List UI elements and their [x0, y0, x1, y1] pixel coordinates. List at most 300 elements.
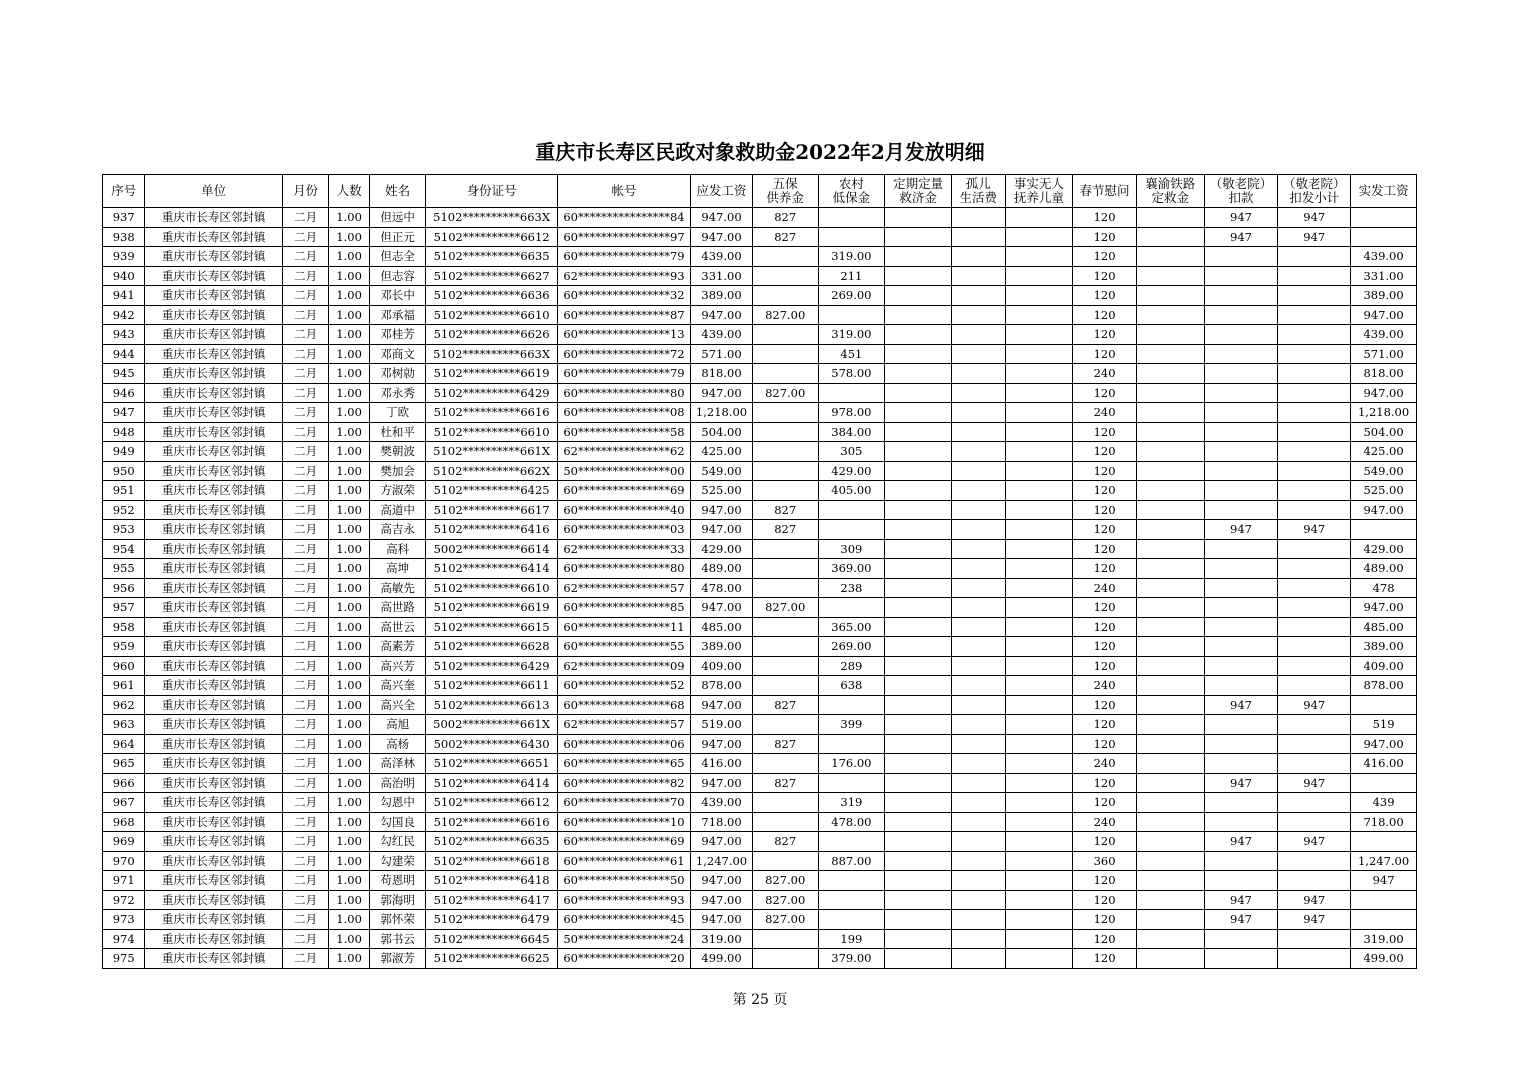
id-number-cell: 5102**********6610	[426, 422, 557, 442]
count-cell: 1.00	[329, 890, 369, 910]
column-header-line2: 生活费	[959, 190, 997, 205]
name-cell: 苟恩明	[369, 871, 426, 891]
unit-cell: 重庆市长寿区邻封镇	[145, 773, 282, 793]
dibao-cell: 238	[818, 578, 885, 598]
count-cell: 1.00	[329, 344, 369, 364]
serial-cell: 953	[103, 520, 145, 540]
wubao-cell: 827	[752, 520, 818, 540]
table-row	[103, 695, 1417, 715]
net-amount-cell: 1,218.00	[1351, 403, 1417, 423]
dibao-cell: 384.00	[818, 422, 885, 442]
unsupported-child-cell	[1005, 578, 1073, 598]
orphan-cell	[951, 637, 1005, 657]
orphan-cell	[951, 442, 1005, 462]
due-amount-cell: 439.00	[691, 793, 753, 813]
month-cell: 二月	[282, 734, 328, 754]
column-header	[426, 175, 557, 208]
month-cell: 二月	[282, 773, 328, 793]
month-cell: 二月	[282, 227, 328, 247]
spring-festival-cell: 120	[1073, 208, 1137, 228]
table-row	[103, 949, 1417, 969]
deduction-subtotal-cell	[1278, 247, 1351, 267]
account-cell: 60****************06	[557, 734, 690, 754]
unit-cell: 重庆市长寿区邻封镇	[145, 695, 282, 715]
unit-cell: 重庆市长寿区邻封镇	[145, 539, 282, 559]
orphan-cell	[951, 344, 1005, 364]
orphan-cell	[951, 286, 1005, 306]
orphan-cell	[951, 500, 1005, 520]
deduction-cell	[1204, 266, 1278, 286]
count-cell: 1.00	[329, 500, 369, 520]
unsupported-child-cell	[1005, 481, 1073, 501]
spring-festival-cell: 120	[1073, 539, 1137, 559]
id-number-cell: 5002**********6430	[426, 734, 557, 754]
unsupported-child-cell	[1005, 715, 1073, 735]
dibao-cell: 269.00	[818, 637, 885, 657]
dingqi-cell	[885, 773, 952, 793]
net-amount-cell: 519	[1351, 715, 1417, 735]
column-header-line1: 帐号	[611, 183, 637, 198]
wubao-cell: 827	[752, 832, 818, 852]
count-cell: 1.00	[329, 364, 369, 384]
account-cell: 60****************11	[557, 617, 690, 637]
orphan-cell	[951, 929, 1005, 949]
dingqi-cell	[885, 500, 952, 520]
deduction-cell	[1204, 734, 1278, 754]
dingqi-cell	[885, 637, 952, 657]
due-amount-cell: 947.00	[691, 910, 753, 930]
month-cell: 二月	[282, 344, 328, 364]
spring-festival-cell: 360	[1073, 851, 1137, 871]
unsupported-child-cell	[1005, 754, 1073, 774]
spring-festival-cell: 120	[1073, 715, 1137, 735]
unsupported-child-cell	[1005, 500, 1073, 520]
unit-cell: 重庆市长寿区邻封镇	[145, 754, 282, 774]
due-amount-cell: 499.00	[691, 949, 753, 969]
column-header-line2: 扣款	[1228, 190, 1254, 205]
net-amount-cell	[1351, 227, 1417, 247]
column-header	[885, 175, 952, 208]
unsupported-child-cell	[1005, 734, 1073, 754]
count-cell: 1.00	[329, 637, 369, 657]
orphan-cell	[951, 754, 1005, 774]
name-cell: 邓长中	[369, 286, 426, 306]
account-cell: 60****************50	[557, 871, 690, 891]
count-cell: 1.00	[329, 773, 369, 793]
dibao-cell	[818, 695, 885, 715]
name-cell: 勾红民	[369, 832, 426, 852]
xiangyu-railway-cell	[1136, 578, 1204, 598]
unit-cell: 重庆市长寿区邻封镇	[145, 344, 282, 364]
xiangyu-railway-cell	[1136, 422, 1204, 442]
dibao-cell: 309	[818, 539, 885, 559]
id-number-cell: 5102**********6414	[426, 773, 557, 793]
deduction-cell	[1204, 442, 1278, 462]
count-cell: 1.00	[329, 812, 369, 832]
net-amount-cell	[1351, 520, 1417, 540]
wubao-cell	[752, 851, 818, 871]
wubao-cell: 827.00	[752, 383, 818, 403]
count-cell: 1.00	[329, 383, 369, 403]
column-header-line1: 姓名	[385, 183, 411, 198]
net-amount-cell: 331.00	[1351, 266, 1417, 286]
due-amount-cell: 947.00	[691, 871, 753, 891]
deduction-subtotal-cell: 947	[1278, 520, 1351, 540]
spring-festival-cell: 120	[1073, 695, 1137, 715]
column-header	[951, 175, 1005, 208]
month-cell: 二月	[282, 617, 328, 637]
unit-cell: 重庆市长寿区邻封镇	[145, 851, 282, 871]
count-cell: 1.00	[329, 442, 369, 462]
xiangyu-railway-cell	[1136, 403, 1204, 423]
orphan-cell	[951, 832, 1005, 852]
spring-festival-cell: 240	[1073, 676, 1137, 696]
dibao-cell	[818, 227, 885, 247]
dibao-cell	[818, 871, 885, 891]
id-number-cell: 5102**********6612	[426, 793, 557, 813]
name-cell: 邓承福	[369, 305, 426, 325]
deduction-subtotal-cell	[1278, 676, 1351, 696]
xiangyu-railway-cell	[1136, 481, 1204, 501]
orphan-cell	[951, 539, 1005, 559]
orphan-cell	[951, 383, 1005, 403]
dibao-cell: 319.00	[818, 247, 885, 267]
deduction-cell	[1204, 617, 1278, 637]
name-cell: 勾建荣	[369, 851, 426, 871]
wubao-cell	[752, 403, 818, 423]
column-header-line1: 五保	[772, 176, 798, 191]
column-header	[752, 175, 818, 208]
xiangyu-railway-cell	[1136, 656, 1204, 676]
account-cell: 60****************72	[557, 344, 690, 364]
unit-cell: 重庆市长寿区邻封镇	[145, 305, 282, 325]
deduction-subtotal-cell	[1278, 500, 1351, 520]
due-amount-cell: 718.00	[691, 812, 753, 832]
table-header-row	[103, 175, 1417, 208]
wubao-cell	[752, 578, 818, 598]
account-cell: 62****************33	[557, 539, 690, 559]
count-cell: 1.00	[329, 598, 369, 618]
table-row	[103, 734, 1417, 754]
id-number-cell: 5102**********6628	[426, 637, 557, 657]
account-cell: 60****************79	[557, 247, 690, 267]
deduction-cell	[1204, 754, 1278, 774]
dibao-cell: 978.00	[818, 403, 885, 423]
wubao-cell	[752, 286, 818, 306]
month-cell: 二月	[282, 832, 328, 852]
count-cell: 1.00	[329, 422, 369, 442]
net-amount-cell: 947.00	[1351, 734, 1417, 754]
name-cell: 勾国良	[369, 812, 426, 832]
count-cell: 1.00	[329, 559, 369, 579]
unsupported-child-cell	[1005, 637, 1073, 657]
wubao-cell	[752, 812, 818, 832]
net-amount-cell: 429.00	[1351, 539, 1417, 559]
deduction-subtotal-cell	[1278, 871, 1351, 891]
unit-cell: 重庆市长寿区邻封镇	[145, 403, 282, 423]
dingqi-cell	[885, 617, 952, 637]
xiangyu-railway-cell	[1136, 812, 1204, 832]
wubao-cell: 827.00	[752, 305, 818, 325]
xiangyu-railway-cell	[1136, 637, 1204, 657]
id-number-cell: 5102**********6619	[426, 598, 557, 618]
count-cell: 1.00	[329, 617, 369, 637]
table-row	[103, 208, 1417, 228]
name-cell: 高旭	[369, 715, 426, 735]
net-amount-cell: 549.00	[1351, 461, 1417, 481]
unit-cell: 重庆市长寿区邻封镇	[145, 929, 282, 949]
month-cell: 二月	[282, 676, 328, 696]
spring-festival-cell: 240	[1073, 403, 1137, 423]
name-cell: 但正元	[369, 227, 426, 247]
spring-festival-cell: 120	[1073, 773, 1137, 793]
deduction-cell	[1204, 539, 1278, 559]
dingqi-cell	[885, 208, 952, 228]
deduction-cell	[1204, 305, 1278, 325]
account-cell: 60****************82	[557, 773, 690, 793]
id-number-cell: 5102**********6626	[426, 325, 557, 345]
wubao-cell: 827.00	[752, 890, 818, 910]
orphan-cell	[951, 247, 1005, 267]
unit-cell: 重庆市长寿区邻封镇	[145, 422, 282, 442]
table-row	[103, 227, 1417, 247]
spring-festival-cell: 120	[1073, 520, 1137, 540]
due-amount-cell: 947.00	[691, 598, 753, 618]
dingqi-cell	[885, 559, 952, 579]
deduction-subtotal-cell	[1278, 266, 1351, 286]
serial-cell: 966	[103, 773, 145, 793]
unit-cell: 重庆市长寿区邻封镇	[145, 832, 282, 852]
table-row	[103, 890, 1417, 910]
net-amount-cell: 409.00	[1351, 656, 1417, 676]
spring-festival-cell: 120	[1073, 793, 1137, 813]
count-cell: 1.00	[329, 578, 369, 598]
account-cell: 62****************09	[557, 656, 690, 676]
due-amount-cell: 429.00	[691, 539, 753, 559]
account-cell: 60****************45	[557, 910, 690, 930]
spring-festival-cell: 240	[1073, 812, 1137, 832]
page-title: 重庆市长寿区民政对象救助金2022年2月发放明细	[535, 140, 985, 164]
due-amount-cell: 331.00	[691, 266, 753, 286]
unit-cell: 重庆市长寿区邻封镇	[145, 715, 282, 735]
dingqi-cell	[885, 890, 952, 910]
xiangyu-railway-cell	[1136, 773, 1204, 793]
name-cell: 高兴全	[369, 695, 426, 715]
dibao-cell	[818, 773, 885, 793]
dibao-cell	[818, 832, 885, 852]
orphan-cell	[951, 734, 1005, 754]
due-amount-cell: 947.00	[691, 227, 753, 247]
table-row	[103, 851, 1417, 871]
due-amount-cell: 1,218.00	[691, 403, 753, 423]
deduction-cell: 947	[1204, 520, 1278, 540]
due-amount-cell: 549.00	[691, 461, 753, 481]
month-cell: 二月	[282, 403, 328, 423]
unsupported-child-cell	[1005, 325, 1073, 345]
due-amount-cell: 947.00	[691, 383, 753, 403]
dibao-cell: 887.00	[818, 851, 885, 871]
dibao-cell	[818, 890, 885, 910]
net-amount-cell	[1351, 890, 1417, 910]
column-header-line2: 抚养儿童	[1013, 190, 1064, 205]
month-cell: 二月	[282, 715, 328, 735]
spring-festival-cell: 120	[1073, 910, 1137, 930]
due-amount-cell: 439.00	[691, 325, 753, 345]
id-number-cell: 5102**********6636	[426, 286, 557, 306]
dibao-cell	[818, 598, 885, 618]
deduction-cell	[1204, 383, 1278, 403]
dingqi-cell	[885, 812, 952, 832]
deduction-subtotal-cell	[1278, 715, 1351, 735]
due-amount-cell: 409.00	[691, 656, 753, 676]
dingqi-cell	[885, 598, 952, 618]
deduction-cell	[1204, 286, 1278, 306]
spring-festival-cell: 120	[1073, 247, 1137, 267]
id-number-cell: 5102**********6635	[426, 247, 557, 267]
count-cell: 1.00	[329, 266, 369, 286]
table-row	[103, 929, 1417, 949]
due-amount-cell: 389.00	[691, 637, 753, 657]
xiangyu-railway-cell	[1136, 793, 1204, 813]
name-cell: 郭淑芳	[369, 949, 426, 969]
dingqi-cell	[885, 929, 952, 949]
wubao-cell: 827.00	[752, 598, 818, 618]
deduction-cell	[1204, 559, 1278, 579]
deduction-subtotal-cell	[1278, 812, 1351, 832]
column-header	[557, 175, 690, 208]
unsupported-child-cell	[1005, 812, 1073, 832]
spring-festival-cell: 240	[1073, 578, 1137, 598]
deduction-cell: 947	[1204, 890, 1278, 910]
wubao-cell: 827	[752, 695, 818, 715]
account-cell: 60****************65	[557, 754, 690, 774]
column-header	[1136, 175, 1204, 208]
id-number-cell: 5102**********6429	[426, 656, 557, 676]
name-cell: 高治明	[369, 773, 426, 793]
id-number-cell: 5102**********6618	[426, 851, 557, 871]
deduction-cell	[1204, 949, 1278, 969]
count-cell: 1.00	[329, 286, 369, 306]
deduction-subtotal-cell: 947	[1278, 695, 1351, 715]
column-header-line1: （敬老院）	[1283, 176, 1346, 191]
id-number-cell: 5102**********6625	[426, 949, 557, 969]
count-cell: 1.00	[329, 871, 369, 891]
table-row	[103, 812, 1417, 832]
count-cell: 1.00	[329, 227, 369, 247]
id-number-cell: 5102**********6479	[426, 910, 557, 930]
name-cell: 但志全	[369, 247, 426, 267]
unsupported-child-cell	[1005, 773, 1073, 793]
orphan-cell	[951, 559, 1005, 579]
count-cell: 1.00	[329, 656, 369, 676]
unsupported-child-cell	[1005, 656, 1073, 676]
deduction-subtotal-cell: 947	[1278, 208, 1351, 228]
month-cell: 二月	[282, 500, 328, 520]
account-cell: 60****************61	[557, 851, 690, 871]
column-header-line2: 救济金	[899, 190, 937, 205]
serial-cell: 971	[103, 871, 145, 891]
serial-cell: 964	[103, 734, 145, 754]
account-cell: 62****************57	[557, 578, 690, 598]
wubao-cell	[752, 442, 818, 462]
unit-cell: 重庆市长寿区邻封镇	[145, 325, 282, 345]
unit-cell: 重庆市长寿区邻封镇	[145, 227, 282, 247]
id-number-cell: 5102**********6635	[426, 832, 557, 852]
unsupported-child-cell	[1005, 208, 1073, 228]
wubao-cell	[752, 247, 818, 267]
deduction-cell	[1204, 422, 1278, 442]
dibao-cell: 289	[818, 656, 885, 676]
table-row	[103, 773, 1417, 793]
orphan-cell	[951, 364, 1005, 384]
dibao-cell: 451	[818, 344, 885, 364]
dingqi-cell	[885, 676, 952, 696]
month-cell: 二月	[282, 578, 328, 598]
column-header-line1: 襄渝铁路	[1145, 176, 1196, 191]
month-cell: 二月	[282, 793, 328, 813]
account-cell: 60****************13	[557, 325, 690, 345]
dingqi-cell	[885, 364, 952, 384]
wubao-cell	[752, 676, 818, 696]
table-row	[103, 500, 1417, 520]
serial-cell: 968	[103, 812, 145, 832]
name-cell: 高吉永	[369, 520, 426, 540]
deduction-cell	[1204, 676, 1278, 696]
unsupported-child-cell	[1005, 890, 1073, 910]
orphan-cell	[951, 461, 1005, 481]
serial-cell: 973	[103, 910, 145, 930]
name-cell: 高世路	[369, 598, 426, 618]
due-amount-cell: 485.00	[691, 617, 753, 637]
table-row	[103, 637, 1417, 657]
xiangyu-railway-cell	[1136, 286, 1204, 306]
xiangyu-railway-cell	[1136, 461, 1204, 481]
id-number-cell: 5102**********6610	[426, 305, 557, 325]
net-amount-cell: 478	[1351, 578, 1417, 598]
count-cell: 1.00	[329, 403, 369, 423]
deduction-cell	[1204, 871, 1278, 891]
unsupported-child-cell	[1005, 422, 1073, 442]
table-row	[103, 598, 1417, 618]
page-number: 第 25 页	[732, 992, 788, 1008]
account-cell: 60****************20	[557, 949, 690, 969]
deduction-cell	[1204, 325, 1278, 345]
month-cell: 二月	[282, 208, 328, 228]
dibao-cell: 269.00	[818, 286, 885, 306]
xiangyu-railway-cell	[1136, 559, 1204, 579]
name-cell: 樊加会	[369, 461, 426, 481]
spring-festival-cell: 120	[1073, 286, 1137, 306]
deduction-subtotal-cell	[1278, 929, 1351, 949]
name-cell: 邓永秀	[369, 383, 426, 403]
table-row	[103, 559, 1417, 579]
account-cell: 60****************80	[557, 383, 690, 403]
spring-festival-cell: 120	[1073, 305, 1137, 325]
orphan-cell	[951, 266, 1005, 286]
count-cell: 1.00	[329, 247, 369, 267]
table-row	[103, 344, 1417, 364]
count-cell: 1.00	[329, 754, 369, 774]
dibao-cell	[818, 910, 885, 930]
due-amount-cell: 504.00	[691, 422, 753, 442]
orphan-cell	[951, 949, 1005, 969]
name-cell: 方淑荣	[369, 481, 426, 501]
dingqi-cell	[885, 734, 952, 754]
month-cell: 二月	[282, 890, 328, 910]
name-cell: 高兴奎	[369, 676, 426, 696]
deduction-subtotal-cell	[1278, 305, 1351, 325]
serial-cell: 942	[103, 305, 145, 325]
